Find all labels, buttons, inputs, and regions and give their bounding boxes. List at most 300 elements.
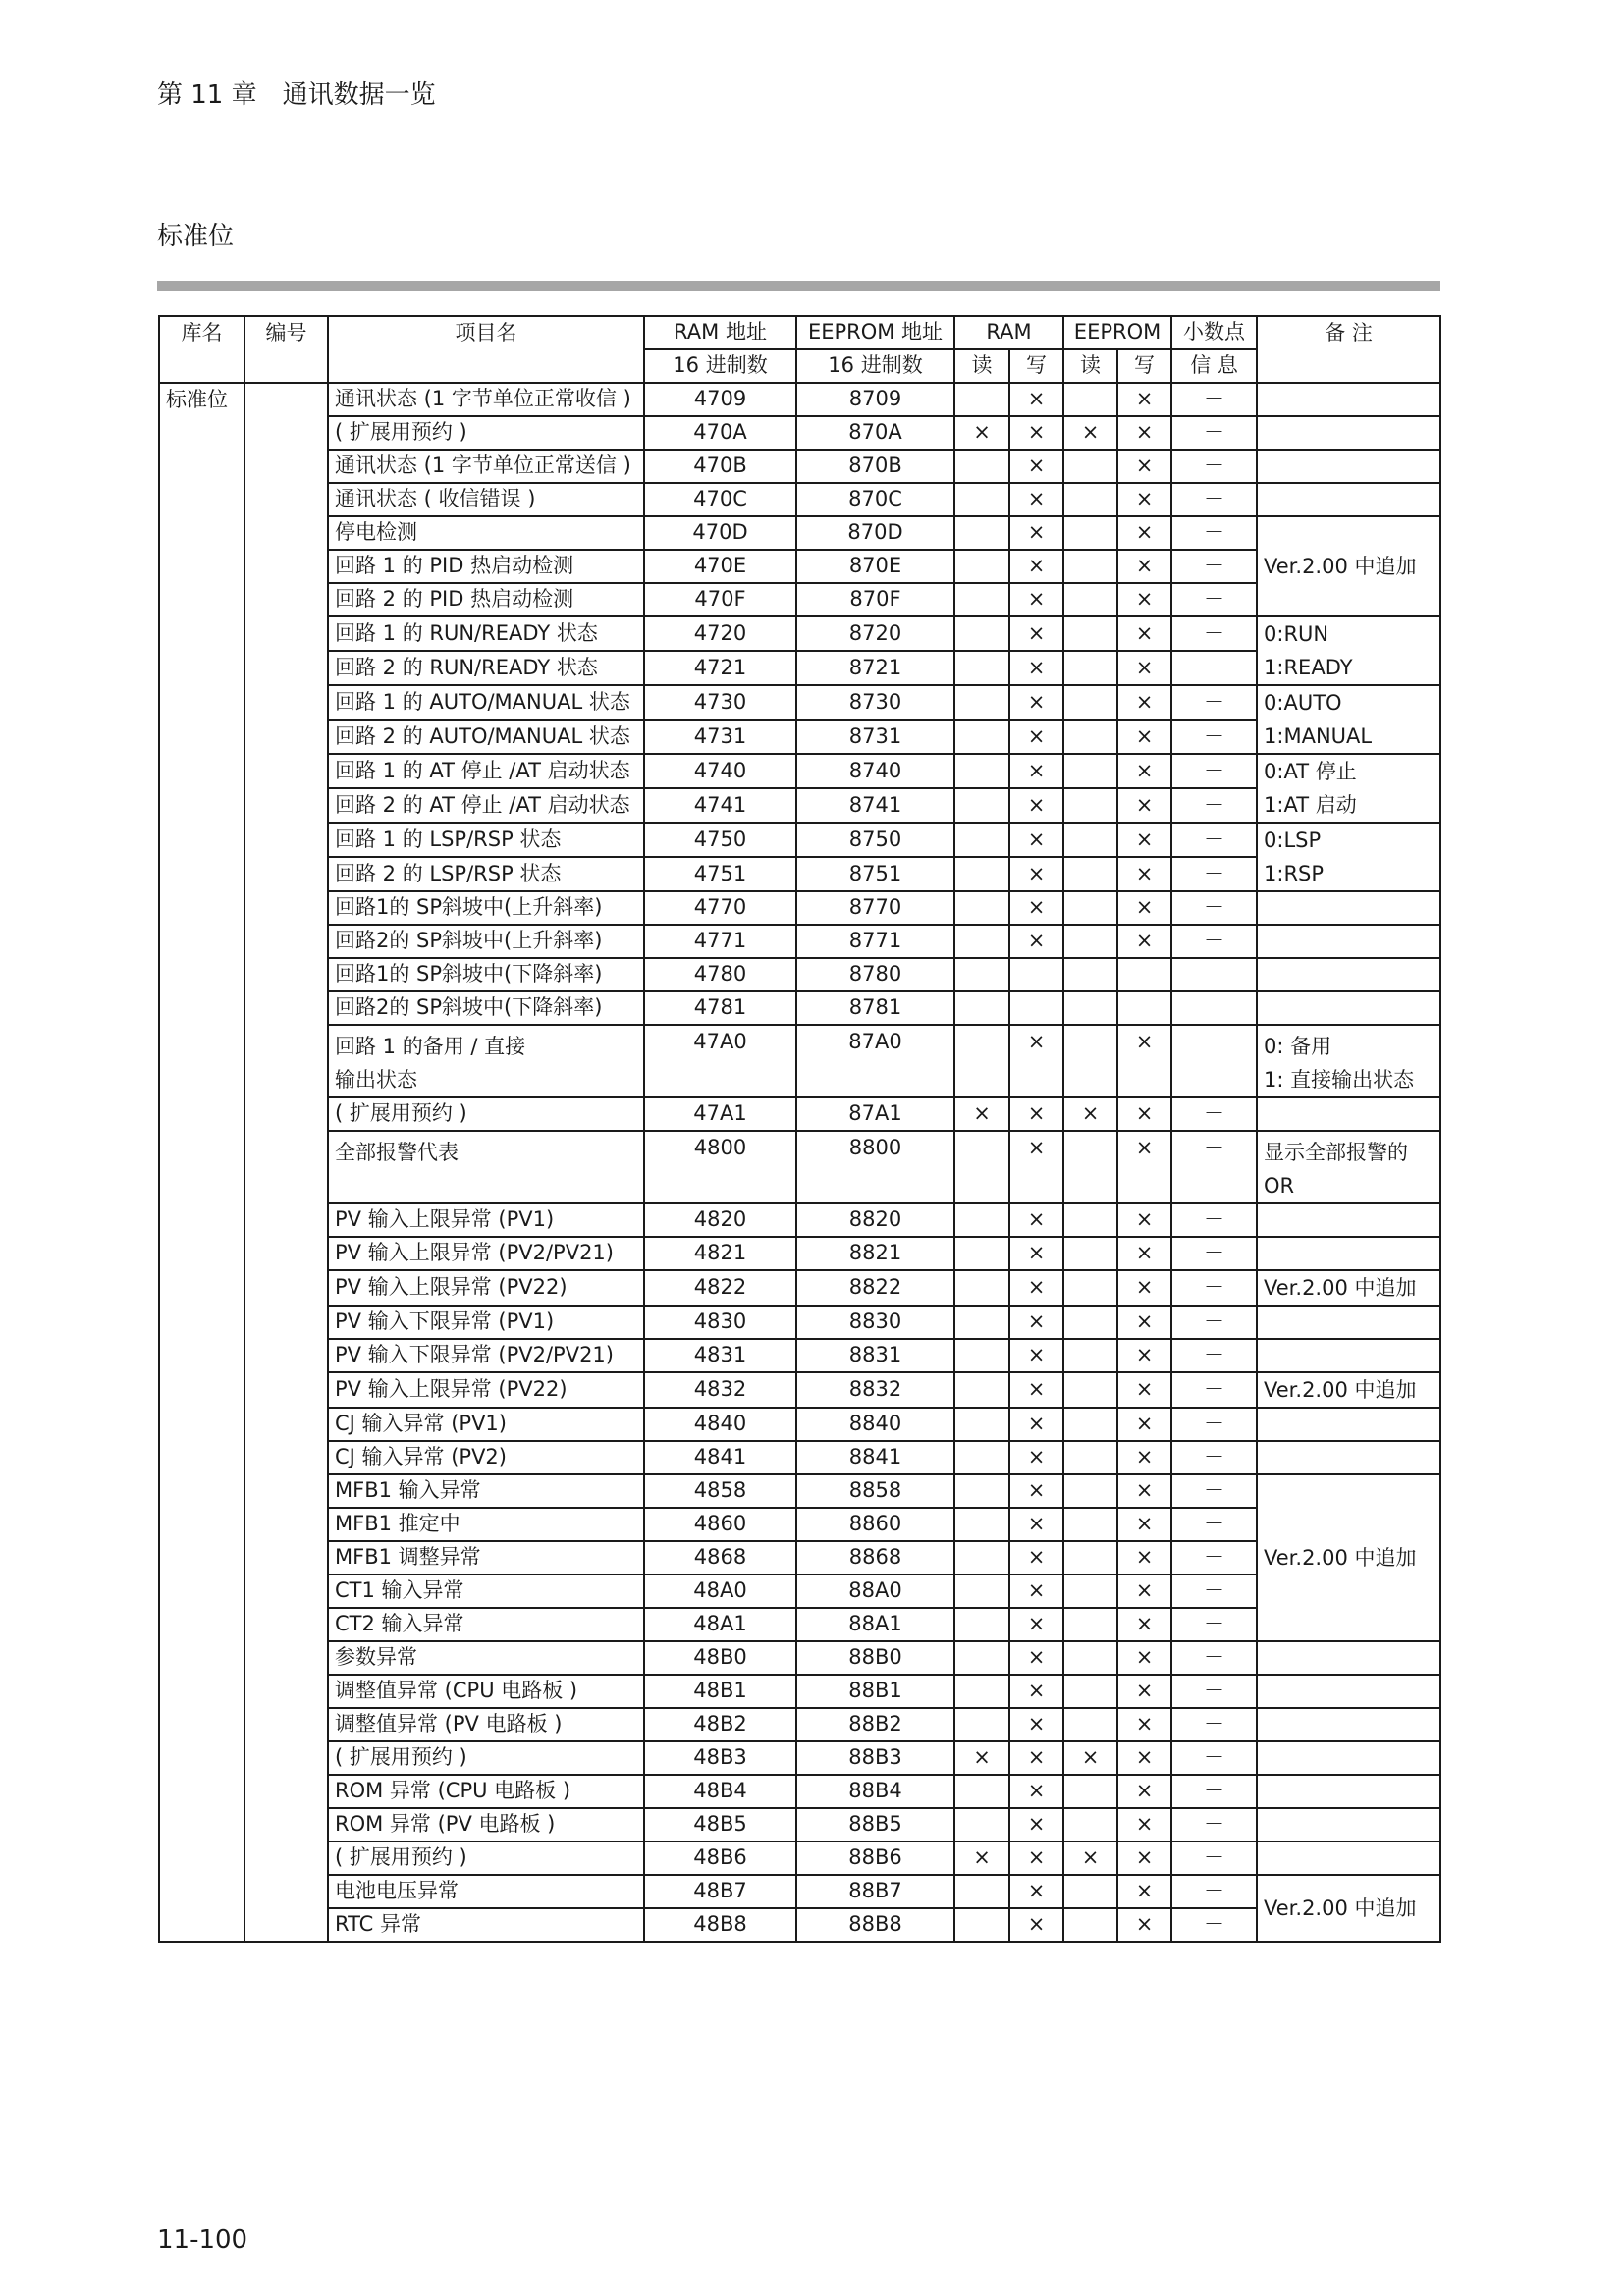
eeprom-write-cell: × (1117, 1203, 1171, 1237)
ram-write-cell: × (1009, 1131, 1063, 1203)
item-name-cell: ( 扩展用预约 ) (328, 416, 644, 450)
remarks-cell (1257, 1675, 1440, 1708)
decimal-info-cell: － (1171, 891, 1257, 925)
ram-write-cell: × (1009, 720, 1063, 754)
ram-read-cell (954, 516, 1009, 550)
ram-read-cell (954, 1808, 1009, 1842)
eeprom-read-cell (1063, 925, 1117, 958)
table-row (159, 1875, 1440, 1908)
eeprom-read-cell (1063, 1641, 1117, 1675)
header-eeprom-address: EEPROM 地址 (796, 316, 954, 349)
table-row (159, 1541, 1440, 1575)
item-name-cell: 回路1的 SP斜坡中(上升斜率) (328, 891, 644, 925)
header-eeprom-write: 写 (1117, 349, 1171, 383)
ram-read-cell (954, 651, 1009, 685)
decimal-info-cell: － (1171, 516, 1257, 550)
eeprom-read-cell: × (1063, 1842, 1117, 1875)
remarks-cell (1257, 925, 1440, 958)
ram-address-cell: 48B7 (644, 1875, 796, 1908)
ram-address-cell: 4868 (644, 1541, 796, 1575)
ram-read-cell (954, 991, 1009, 1025)
item-name-cell: 回路 1 的 RUN/READY 状态 (328, 616, 644, 651)
ram-read-cell (954, 754, 1009, 788)
eeprom-address-cell: 88B8 (796, 1908, 954, 1942)
eeprom-address-cell: 88B2 (796, 1708, 954, 1741)
ram-write-cell: × (1009, 1741, 1063, 1775)
ram-read-cell (954, 550, 1009, 583)
item-name-cell: ( 扩展用预约 ) (328, 1097, 644, 1131)
item-name-cell: 回路 1 的 LSP/RSP 状态 (328, 823, 644, 857)
eeprom-write-cell: × (1117, 857, 1171, 891)
item-name-cell: PV 输入下限异常 (PV1) (328, 1306, 644, 1339)
eeprom-address-cell: 8831 (796, 1339, 954, 1372)
ram-address-cell: 48B8 (644, 1908, 796, 1942)
ram-write-cell: × (1009, 1306, 1063, 1339)
eeprom-write-cell (1117, 958, 1171, 991)
eeprom-address-cell: 8720 (796, 616, 954, 651)
eeprom-write-cell: × (1117, 1097, 1171, 1131)
remarks-cell (1257, 1306, 1440, 1339)
eeprom-read-cell (1063, 958, 1117, 991)
table-row (159, 1474, 1440, 1508)
decimal-info-cell: － (1171, 685, 1257, 720)
eeprom-address-cell: 88A1 (796, 1608, 954, 1641)
ram-read-cell (954, 1875, 1009, 1908)
ram-read-cell (954, 685, 1009, 720)
eeprom-read-cell (1063, 550, 1117, 583)
ram-write-cell: × (1009, 754, 1063, 788)
ram-read-cell (954, 1908, 1009, 1942)
item-name-cell: CT1 输入异常 (328, 1575, 644, 1608)
eeprom-read-cell (1063, 383, 1117, 416)
remarks-cell: 0:AT 停止 1:AT 启动 (1257, 754, 1440, 823)
ram-write-cell: × (1009, 1675, 1063, 1708)
table-row (159, 1372, 1440, 1408)
decimal-info-cell: － (1171, 1775, 1257, 1808)
ram-address-cell: 4771 (644, 925, 796, 958)
ram-read-cell (954, 1675, 1009, 1708)
item-name-cell: 回路1的 SP斜坡中(下降斜率) (328, 958, 644, 991)
decimal-info-cell: － (1171, 925, 1257, 958)
decimal-info-cell: － (1171, 1641, 1257, 1675)
page-number: 11-100 (157, 2225, 248, 2255)
ram-read-cell (954, 788, 1009, 823)
eeprom-write-cell: × (1117, 550, 1171, 583)
table-row (159, 1741, 1440, 1775)
eeprom-write-cell: × (1117, 616, 1171, 651)
item-name-cell: 回路 1 的 PID 热启动检测 (328, 550, 644, 583)
remarks-cell (1257, 958, 1440, 991)
table-row (159, 1025, 1440, 1097)
ram-read-cell: × (954, 1097, 1009, 1131)
eeprom-read-cell (1063, 1608, 1117, 1641)
table-row (159, 685, 1440, 720)
item-name-cell: 通讯状态 (1 字节单位正常送信 ) (328, 450, 644, 483)
eeprom-address-cell: 88B0 (796, 1641, 954, 1675)
ram-write-cell: × (1009, 1641, 1063, 1675)
ram-read-cell (954, 1508, 1009, 1541)
ram-read-cell (954, 958, 1009, 991)
ram-address-cell: 4858 (644, 1474, 796, 1508)
eeprom-read-cell (1063, 754, 1117, 788)
ram-write-cell: × (1009, 1408, 1063, 1441)
eeprom-read-cell (1063, 1306, 1117, 1339)
item-name-cell: 通讯状态 ( 收信错误 ) (328, 483, 644, 516)
decimal-info-cell: － (1171, 550, 1257, 583)
ram-address-cell: 4822 (644, 1270, 796, 1306)
eeprom-read-cell (1063, 651, 1117, 685)
table-row (159, 958, 1440, 991)
eeprom-write-cell: × (1117, 1339, 1171, 1372)
remarks-cell: Ver.2.00 中追加 (1257, 516, 1440, 616)
decimal-info-cell: － (1171, 1842, 1257, 1875)
ram-write-cell: × (1009, 1339, 1063, 1372)
ram-write-cell: × (1009, 1842, 1063, 1875)
decimal-info-cell: － (1171, 1608, 1257, 1641)
section-title: 标准位 (157, 222, 235, 251)
header-ram-address: RAM 地址 (644, 316, 796, 349)
ram-write-cell (1009, 991, 1063, 1025)
ram-read-cell (954, 1025, 1009, 1097)
item-name-cell: 调整值异常 (CPU 电路板 ) (328, 1675, 644, 1708)
ram-address-cell: 4709 (644, 383, 796, 416)
item-name-cell: 回路 2 的 RUN/READY 状态 (328, 651, 644, 685)
eeprom-write-cell: × (1117, 788, 1171, 823)
eeprom-read-cell (1063, 1875, 1117, 1908)
table-row (159, 857, 1440, 891)
decimal-info-cell: － (1171, 1025, 1257, 1097)
ram-address-cell: 470A (644, 416, 796, 450)
table-row (159, 1237, 1440, 1270)
ram-read-cell (954, 1641, 1009, 1675)
table-row (159, 991, 1440, 1025)
eeprom-write-cell: × (1117, 1408, 1171, 1441)
ram-read-cell (954, 925, 1009, 958)
remarks-cell (1257, 1741, 1440, 1775)
eeprom-read-cell (1063, 1237, 1117, 1270)
item-name-cell: MFB1 调整异常 (328, 1541, 644, 1575)
eeprom-address-cell: 8750 (796, 823, 954, 857)
table-row (159, 1270, 1440, 1306)
eeprom-write-cell: × (1117, 891, 1171, 925)
item-name-cell: 回路 2 的 AT 停止 /AT 启动状态 (328, 788, 644, 823)
ram-read-cell (954, 857, 1009, 891)
eeprom-read-cell (1063, 891, 1117, 925)
ram-read-cell (954, 1474, 1009, 1508)
eeprom-address-cell: 8780 (796, 958, 954, 991)
number-cell (244, 383, 328, 1942)
eeprom-address-cell: 8730 (796, 685, 954, 720)
eeprom-address-cell: 870C (796, 483, 954, 516)
ram-write-cell: × (1009, 1097, 1063, 1131)
eeprom-read-cell (1063, 1131, 1117, 1203)
eeprom-write-cell: × (1117, 720, 1171, 754)
ram-write-cell: × (1009, 823, 1063, 857)
eeprom-write-cell: × (1117, 1131, 1171, 1203)
decimal-info-cell: － (1171, 1474, 1257, 1508)
ram-address-cell: 48B4 (644, 1775, 796, 1808)
decimal-info-cell: － (1171, 1741, 1257, 1775)
eeprom-address-cell: 8771 (796, 925, 954, 958)
ram-write-cell: × (1009, 1908, 1063, 1942)
table-row (159, 1808, 1440, 1842)
decimal-info-cell: － (1171, 1408, 1257, 1441)
decimal-info-cell: － (1171, 1097, 1257, 1131)
decimal-info-cell: － (1171, 1372, 1257, 1408)
eeprom-write-cell: × (1117, 1508, 1171, 1541)
table-row (159, 925, 1440, 958)
decimal-info-cell: － (1171, 450, 1257, 483)
ram-write-cell: × (1009, 483, 1063, 516)
item-name-cell: 参数异常 (328, 1641, 644, 1675)
decimal-info-cell: － (1171, 483, 1257, 516)
remarks-cell (1257, 1641, 1440, 1675)
eeprom-read-cell: × (1063, 1097, 1117, 1131)
eeprom-read-cell (1063, 1025, 1117, 1097)
eeprom-read-cell (1063, 1408, 1117, 1441)
decimal-info-cell: － (1171, 1875, 1257, 1908)
item-name-cell: 回路 2 的 PID 热启动检测 (328, 583, 644, 616)
eeprom-address-cell: 870F (796, 583, 954, 616)
eeprom-write-cell (1117, 991, 1171, 1025)
ram-write-cell: × (1009, 1575, 1063, 1608)
remarks-cell (1257, 1808, 1440, 1842)
ram-write-cell: × (1009, 788, 1063, 823)
eeprom-write-cell: × (1117, 1775, 1171, 1808)
ram-address-cell: 4840 (644, 1408, 796, 1441)
header-remarks: 备 注 (1257, 316, 1440, 383)
header-ram-write: 写 (1009, 349, 1063, 383)
eeprom-address-cell: 8800 (796, 1131, 954, 1203)
decimal-info-cell (1171, 958, 1257, 991)
decimal-info-cell: － (1171, 1541, 1257, 1575)
eeprom-address-cell: 870A (796, 416, 954, 450)
table-row (159, 516, 1440, 550)
ram-address-cell: 4740 (644, 754, 796, 788)
remarks-cell (1257, 1097, 1440, 1131)
decimal-info-cell: － (1171, 857, 1257, 891)
item-name-cell: 回路 1 的 AUTO/MANUAL 状态 (328, 685, 644, 720)
ram-address-cell: 4730 (644, 685, 796, 720)
table-row (159, 1575, 1440, 1608)
eeprom-write-cell: × (1117, 383, 1171, 416)
header-row-1 (159, 316, 1440, 349)
eeprom-address-cell: 8841 (796, 1441, 954, 1474)
decimal-info-cell: － (1171, 1131, 1257, 1203)
eeprom-address-cell: 8751 (796, 857, 954, 891)
table-row (159, 1508, 1440, 1541)
eeprom-address-cell: 8770 (796, 891, 954, 925)
eeprom-address-cell: 8860 (796, 1508, 954, 1541)
ram-write-cell: × (1009, 516, 1063, 550)
item-name-cell: 全部报警代表 (328, 1131, 644, 1203)
decimal-info-cell: － (1171, 1808, 1257, 1842)
eeprom-read-cell (1063, 616, 1117, 651)
table-row (159, 1675, 1440, 1708)
ram-write-cell: × (1009, 383, 1063, 416)
ram-address-cell: 4780 (644, 958, 796, 991)
remarks-cell (1257, 991, 1440, 1025)
ram-read-cell (954, 891, 1009, 925)
eeprom-read-cell (1063, 1541, 1117, 1575)
ram-address-cell: 470E (644, 550, 796, 583)
table-row (159, 651, 1440, 685)
eeprom-read-cell (1063, 1908, 1117, 1942)
header-item: 项目名 (328, 316, 644, 383)
ram-read-cell (954, 483, 1009, 516)
item-name-cell: PV 输入下限异常 (PV2/PV21) (328, 1339, 644, 1372)
decimal-info-cell: － (1171, 1441, 1257, 1474)
ram-write-cell: × (1009, 550, 1063, 583)
eeprom-address-cell: 8781 (796, 991, 954, 1025)
item-name-cell: CT2 输入异常 (328, 1608, 644, 1641)
header-decimal-info: 信 息 (1171, 349, 1257, 383)
remarks-cell: Ver.2.00 中追加 (1257, 1270, 1440, 1306)
ram-address-cell: 470F (644, 583, 796, 616)
ram-address-cell: 4832 (644, 1372, 796, 1408)
decimal-info-cell: － (1171, 383, 1257, 416)
eeprom-address-cell: 8721 (796, 651, 954, 685)
item-name-cell: MFB1 输入异常 (328, 1474, 644, 1508)
eeprom-address-cell: 870B (796, 450, 954, 483)
eeprom-read-cell (1063, 1339, 1117, 1372)
eeprom-write-cell: × (1117, 1372, 1171, 1408)
ram-address-cell: 470D (644, 516, 796, 550)
ram-read-cell (954, 1608, 1009, 1641)
ram-write-cell: × (1009, 1541, 1063, 1575)
eeprom-write-cell: × (1117, 1708, 1171, 1741)
eeprom-write-cell: × (1117, 1808, 1171, 1842)
ram-write-cell: × (1009, 416, 1063, 450)
item-name-cell: 调整值异常 (PV 电路板 ) (328, 1708, 644, 1741)
eeprom-address-cell: 88A0 (796, 1575, 954, 1608)
decimal-info-cell: － (1171, 651, 1257, 685)
ram-read-cell (954, 823, 1009, 857)
remarks-cell (1257, 1775, 1440, 1808)
eeprom-read-cell: × (1063, 416, 1117, 450)
remarks-cell (1257, 1708, 1440, 1741)
remarks-cell (1257, 1842, 1440, 1875)
eeprom-write-cell: × (1117, 1741, 1171, 1775)
eeprom-write-cell: × (1117, 1270, 1171, 1306)
ram-write-cell: × (1009, 616, 1063, 651)
eeprom-address-cell: 8741 (796, 788, 954, 823)
eeprom-write-cell: × (1117, 1842, 1171, 1875)
ram-address-cell: 48B0 (644, 1641, 796, 1675)
ram-write-cell: × (1009, 1025, 1063, 1097)
ram-read-cell (954, 1708, 1009, 1741)
ram-write-cell: × (1009, 857, 1063, 891)
decimal-info-cell: － (1171, 823, 1257, 857)
item-name-cell: 通讯状态 (1 字节单位正常收信 ) (328, 383, 644, 416)
eeprom-address-cell: 8840 (796, 1408, 954, 1441)
eeprom-address-cell: 88B1 (796, 1675, 954, 1708)
eeprom-write-cell: × (1117, 583, 1171, 616)
ram-read-cell (954, 1372, 1009, 1408)
item-name-cell: ROM 异常 (PV 电路板 ) (328, 1808, 644, 1842)
eeprom-read-cell (1063, 1808, 1117, 1842)
remarks-cell: 0: 备用 1: 直接输出状态 (1257, 1025, 1440, 1097)
eeprom-address-cell: 8830 (796, 1306, 954, 1339)
eeprom-write-cell: × (1117, 1474, 1171, 1508)
ram-address-cell: 4841 (644, 1441, 796, 1474)
eeprom-read-cell (1063, 1441, 1117, 1474)
ram-write-cell: × (1009, 651, 1063, 685)
table-row (159, 720, 1440, 754)
item-name-cell: CJ 输入异常 (PV2) (328, 1441, 644, 1474)
remarks-cell: Ver.2.00 中追加 (1257, 1474, 1440, 1641)
item-name-cell: 回路 1 的 AT 停止 /AT 启动状态 (328, 754, 644, 788)
ram-read-cell (954, 1408, 1009, 1441)
table-row (159, 450, 1440, 483)
ram-address-cell: 4720 (644, 616, 796, 651)
item-name-cell: PV 输入上限异常 (PV2/PV21) (328, 1237, 644, 1270)
decimal-info-cell: － (1171, 1708, 1257, 1741)
eeprom-address-cell: 8820 (796, 1203, 954, 1237)
eeprom-read-cell (1063, 516, 1117, 550)
table-row (159, 788, 1440, 823)
eeprom-address-cell: 870E (796, 550, 954, 583)
eeprom-read-cell (1063, 720, 1117, 754)
eeprom-read-cell (1063, 1474, 1117, 1508)
header-ram: RAM (954, 316, 1063, 349)
eeprom-write-cell: × (1117, 516, 1171, 550)
table-row (159, 1775, 1440, 1808)
decimal-info-cell: － (1171, 1306, 1257, 1339)
decimal-info-cell: － (1171, 583, 1257, 616)
ram-read-cell: × (954, 416, 1009, 450)
table-row (159, 1842, 1440, 1875)
ram-address-cell: 4820 (644, 1203, 796, 1237)
ram-read-cell (954, 1131, 1009, 1203)
decimal-info-cell: － (1171, 1203, 1257, 1237)
ram-address-cell: 4831 (644, 1339, 796, 1372)
header-eeprom-read: 读 (1063, 349, 1117, 383)
header-eeprom: EEPROM (1063, 316, 1171, 349)
eeprom-address-cell: 88B3 (796, 1741, 954, 1775)
remarks-cell: 0:LSP 1:RSP (1257, 823, 1440, 891)
eeprom-write-cell: × (1117, 651, 1171, 685)
eeprom-read-cell (1063, 685, 1117, 720)
ram-read-cell (954, 1237, 1009, 1270)
eeprom-address-cell: 8822 (796, 1270, 954, 1306)
ram-read-cell (954, 383, 1009, 416)
ram-read-cell (954, 1775, 1009, 1808)
eeprom-write-cell: × (1117, 1608, 1171, 1641)
decimal-info-cell: － (1171, 754, 1257, 788)
bank-name-cell: 标准位 (159, 383, 244, 1942)
header-bank: 库名 (159, 316, 244, 383)
ram-write-cell: × (1009, 1372, 1063, 1408)
ram-read-cell (954, 1541, 1009, 1575)
remarks-cell (1257, 450, 1440, 483)
eeprom-address-cell: 87A1 (796, 1097, 954, 1131)
decimal-info-cell: － (1171, 1270, 1257, 1306)
ram-address-cell: 48B6 (644, 1842, 796, 1875)
eeprom-write-cell: × (1117, 1908, 1171, 1942)
decimal-info-cell: － (1171, 616, 1257, 651)
eeprom-read-cell (1063, 991, 1117, 1025)
decimal-info-cell: － (1171, 1908, 1257, 1942)
ram-write-cell: × (1009, 925, 1063, 958)
ram-write-cell: × (1009, 583, 1063, 616)
remarks-cell (1257, 383, 1440, 416)
remarks-cell: Ver.2.00 中追加 (1257, 1372, 1440, 1408)
remarks-cell (1257, 416, 1440, 450)
table-row (159, 1441, 1440, 1474)
eeprom-write-cell: × (1117, 685, 1171, 720)
ram-address-cell: 470C (644, 483, 796, 516)
